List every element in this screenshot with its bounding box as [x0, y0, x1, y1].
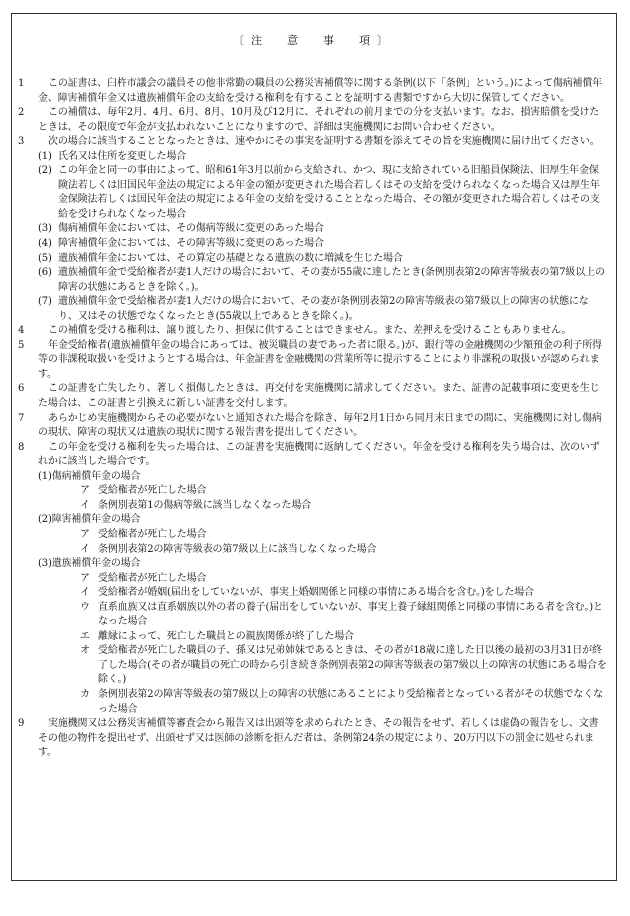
- note-number: 5: [18, 339, 25, 351]
- note-text: この証書を亡失したり、著しく損傷したときは、再交付を実施機関に請求してください。また、証書の記載事項に変更を生じた場合は、この証書と引換えに新しい証書を交付します。: [38, 383, 600, 410]
- note-item-8: [18, 441, 608, 470]
- kana-label: エ: [80, 630, 90, 642]
- kana-label: ア: [80, 572, 90, 584]
- kana-item: [18, 586, 608, 601]
- sub-label: (1): [38, 150, 52, 162]
- page-title: 〔注 意 事 項〕: [233, 34, 395, 47]
- kana-text: 受給権者が死亡した場合: [98, 528, 207, 540]
- note-number: 7: [18, 412, 25, 424]
- note-number: 6: [18, 383, 25, 395]
- kana-text: 条例別表第2の障害等級表の第7級以上に該当しなくなった場合: [98, 543, 377, 555]
- sub-text: 遺族補償年金で受給権者が妻1人だけの場合において、その妻が条例別表第2の障害等級表の第7級以上の障害の状態になり、又はその状態でなくなったとき(55歳以上であるときを除く。)。: [58, 296, 589, 322]
- sub-item: [18, 252, 608, 267]
- kana-item: [18, 499, 608, 514]
- kana-item: [18, 484, 608, 499]
- notes-content: [18, 77, 608, 761]
- kana-text: 条例別表第1の傷病等級に該当しなくなった場合: [98, 499, 312, 511]
- sub-text: 遺族補償年金においては、その算定の基礎となる遺族の数に増減を生じた場合: [58, 252, 403, 264]
- sub-item: [18, 150, 608, 165]
- sub-text: 傷病補償年金においては、その傷病等級に変更のあった場合: [58, 223, 324, 235]
- kana-text: 条例別表第2の障害等級表の第7級以上の障害の状態にあることにより受給権者となっている者がその状態でなくなった場合: [98, 688, 603, 715]
- kana-text: 受給権者が死亡した職員の子、孫又は兄弟姉妹であるときは、その者が18歳に達した日以後の最初の3月31日が終了した場合(その者が職員の死亡の時から引き続き条例別表第2の障害等級表の第7級以上の障害の状態にある場合を除く。): [98, 645, 607, 686]
- sub-label: (3): [38, 223, 52, 235]
- note-number: 4: [18, 325, 25, 337]
- kana-label: イ: [80, 587, 90, 599]
- note-number: 9: [18, 718, 25, 730]
- sub-text: 遺族補償年金で受給権者が妻1人だけの場合において、その妻が55歳に達したとき(条例別表第2の障害等級表の第7級以上の障害の状態にあるときを除く。)。: [58, 267, 605, 293]
- kana-item: [18, 644, 608, 688]
- group-heading: (1)傷病補償年金の場合: [38, 470, 141, 482]
- note-text: この証書は、臼杵市議会の議員その他非常勤の職員の公務災害補償等に関する条例(以下「条例」という。)によって傷病補償年金、障害補償年金又は遺族補償年金の支給を受ける権利を有することを証明する書類ですから大切に保管してください。: [38, 78, 603, 104]
- group-heading: (3)遺族補償年金の場合: [38, 558, 141, 570]
- kana-label: ア: [80, 485, 90, 497]
- note-text: この補償は、毎年2月、4月、6月、8月、10月及び12月に、それぞれの前月までの分を支払います。なお、損害賠償を受けたときは、その限度で年金が支払われないことになりますので、詳細は実施機関にお問い合わせください。: [38, 107, 600, 133]
- note-number: 3: [18, 136, 25, 148]
- sub-label: (5): [38, 252, 52, 264]
- kana-label: イ: [80, 499, 90, 511]
- sub-label: (4): [38, 238, 52, 250]
- kana-label: カ: [80, 688, 90, 700]
- note-item-9: [18, 717, 608, 761]
- sub-text: この年金と同一の事由によって、昭和61年3月以前から支給され、かつ、現に支給されている旧船員保険法、旧厚生年金保険法若しくは旧国民年金法の規定による年金の額が変更された場合若しくはその支給を受けられなくなった場合又は厚生年金保険法若しくは国民年金法の規定による年金の支給を受けることとなった場合、その額が変更された場合若しくはその支給を受けられなくなった場合: [58, 165, 600, 220]
- sub-text: 障害補償年金においては、その障害等級に変更のあった場合: [58, 238, 324, 250]
- kana-item: [18, 543, 608, 558]
- kana-item: [18, 630, 608, 645]
- sub-item: [18, 266, 608, 295]
- sub-label: (7): [38, 296, 52, 308]
- kana-text: 直系血族又は直系姻族以外の者の養子(届出をしていないが、事実上養子縁組関係と同様の事情にある者を含む。)となった場合: [98, 601, 603, 628]
- note-text: 次の場合に該当することとなったときは、速やかにその事実を証明する書類を添えてその旨を実施機関に届け出てください。: [48, 136, 600, 148]
- kana-text: 受給権者が死亡した場合: [98, 572, 207, 584]
- note-text: この年金を受ける権利を失った場合は、この証書を実施機関に返納してください。年金を受ける権利を失う場合は、次のいずれかに該当した場合です。: [38, 441, 600, 468]
- sub-item: [18, 164, 608, 222]
- sub-label: (6): [38, 267, 52, 279]
- note-item-1: [18, 77, 608, 106]
- kana-item: [18, 528, 608, 543]
- sub-item: [18, 237, 608, 252]
- note-number: 2: [18, 107, 25, 119]
- kana-item: [18, 688, 608, 717]
- sub-label: (2): [38, 165, 52, 177]
- note-item-5: [18, 339, 608, 383]
- kana-label: ア: [80, 528, 90, 540]
- kana-label: イ: [80, 543, 90, 555]
- kana-item: [18, 572, 608, 587]
- note-text: 年金受給権者(遺族補償年金の場合にあっては、被災職員の妻であった者に限る。)が、銀行等の金融機関の少額預金の利子所得等の非課税取扱いを受けようとする場合は、年金証書を金融機関の営業所等に提示することにより非課税の取扱いが認められます。: [38, 339, 602, 380]
- sub-item: [18, 222, 608, 237]
- note-number: 1: [18, 78, 25, 89]
- note-text: 実施機関又は公務災害補償等審査会から報告又は出頭等を求められたとき、その報告をせず、若しくは虚偽の報告をし、文書その他の物件を提出せず、出頭せず又は医師の診断を拒んだ者は、条例第24条の規定により、20万円以下の罰金に処せられます。: [38, 718, 599, 759]
- kana-item: [18, 601, 608, 630]
- kana-label: ウ: [80, 601, 90, 613]
- kana-text: 受給権者が婚姻(届出をしていないが、事実上婚姻関係と同様の事情にある場合を含む。)をした場合: [98, 587, 534, 599]
- kana-text: 受給権者が死亡した場合: [98, 485, 207, 497]
- note-item-7: [18, 412, 608, 441]
- note-number: 8: [18, 441, 25, 453]
- note-text: この補償を受ける権利は、譲り渡したり、担保に供することはできません。また、差押えを受けることもありません。: [48, 325, 572, 337]
- note-item-3: [18, 135, 608, 150]
- group-heading: (2)障害補償年金の場合: [38, 514, 141, 526]
- note-text: あらかじめ実施機関からその必要がないと通知された場合を除き、毎年2月1日から同月末日までの間に、実施機関に対し傷病の現状、障害の現状又は遺族の現状に関する報告書を提出してください。: [38, 412, 602, 439]
- note-item-4: [18, 324, 608, 339]
- kana-text: 離縁によって、死亡した職員との親族関係が終了した場合: [98, 630, 354, 642]
- sub-text: 氏名又は住所を変更した場合: [58, 150, 187, 162]
- kana-label: オ: [80, 645, 90, 657]
- note-item-2: [18, 106, 608, 135]
- sub-item: [18, 295, 608, 324]
- note-item-6: [18, 382, 608, 411]
- notes-frame: [11, 13, 617, 881]
